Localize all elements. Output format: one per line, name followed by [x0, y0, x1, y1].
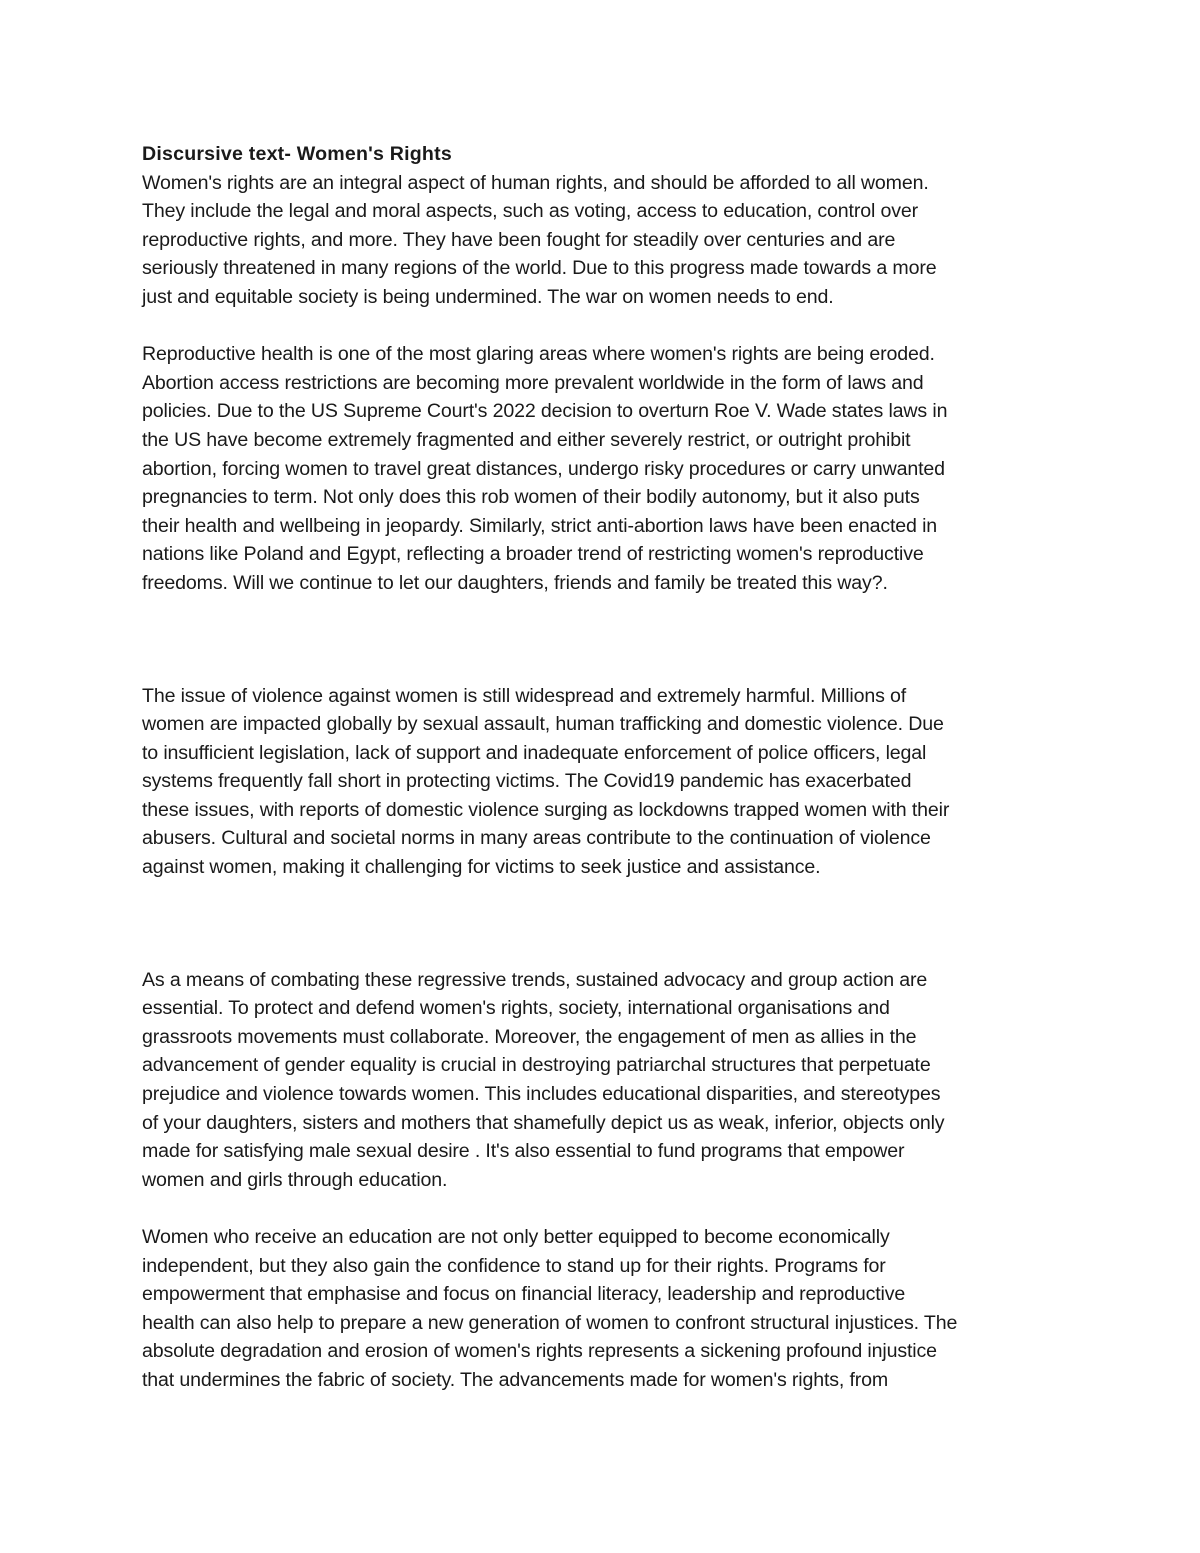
paragraph-line: Reproductive health is one of the most glaring areas where women's rights are being eroded.: [142, 343, 935, 366]
paragraph-line: essential. To protect and defend women's rights, society, international organisations and: [142, 997, 890, 1020]
paragraph-line: just and equitable society is being undermined. The war on women needs to end.: [142, 285, 834, 308]
paragraph-line: prejudice and violence towards women. This includes educational disparities, and stereotypes: [142, 1083, 941, 1106]
paragraph-line: the US have become extremely fragmented and either severely restrict, or outright prohibit: [142, 428, 911, 451]
paragraph-line: reproductive rights, and more. They have been fought for steadily over centuries and are: [142, 228, 896, 251]
paragraph-line: against women, making it challenging for victims to seek justice and assistance.: [142, 856, 821, 879]
paragraph-reproductive-health: [142, 340, 1060, 597]
paragraph-advocacy: [142, 966, 1060, 1195]
paragraph-line: empowerment that emphasise and focus on financial literacy, leadership and reproductive: [142, 1283, 906, 1306]
paragraph-line: Abortion access restrictions are becoming more prevalent worldwide in the form of laws and: [142, 371, 924, 394]
paragraph-line: independent, but they also gain the confidence to stand up for their rights. Programs for: [142, 1254, 886, 1277]
paragraph-line: grassroots movements must collaborate. Moreover, the engagement of men as allies in the: [142, 1025, 917, 1048]
paragraph-line: Women's rights are an integral aspect of human rights, and should be afforded to all women.: [142, 171, 929, 194]
paragraph-line: absolute degradation and erosion of women's rights represents a sickening profound injustice: [142, 1340, 937, 1363]
paragraph-line: As a means of combating these regressive trends, sustained advocacy and group action are: [142, 968, 928, 991]
paragraph-education: [142, 1223, 1060, 1395]
paragraph-line: these issues, with reports of domestic violence surging as lockdowns trapped women with their: [142, 798, 950, 821]
paragraph-line: pregnancies to term. Not only does this rob women of their bodily autonomy, but it also puts: [142, 486, 920, 509]
document-page: [142, 140, 1060, 1395]
paragraph-line: abortion, forcing women to travel great distances, undergo risky procedures or carry unwanted: [142, 457, 945, 480]
paragraph-line: their health and wellbeing in jeopardy. Similarly, strict anti-abortion laws have been enacted in: [142, 514, 938, 537]
paragraph-line: nations like Poland and Egypt, reflecting a broader trend of restricting women's reproductive: [142, 543, 924, 566]
paragraph-line: Women who receive an education are not only better equipped to become economically: [142, 1226, 890, 1248]
paragraph-line: seriously threatened in many regions of the world. Due to this progress made towards a more: [142, 257, 937, 280]
document-title: Discursive text- Women's Rights: [142, 143, 452, 165]
paragraph-line: freedoms. Will we continue to let our daughters, friends and family be treated this way?.: [142, 571, 888, 594]
paragraph-line: systems frequently fall short in protecting victims. The Covid19 pandemic has exacerbated: [142, 770, 912, 793]
paragraph-line: advancement of gender equality is crucial in destroying patriarchal structures that perpetuate: [142, 1054, 931, 1077]
paragraph-line: health can also help to prepare a new generation of women to confront structural injustices. The: [142, 1311, 958, 1334]
paragraph-violence: [142, 682, 1060, 882]
paragraph-line: that undermines the fabric of society. The advancements made for women's rights, from: [142, 1368, 889, 1391]
paragraph-line: women and girls through education.: [142, 1168, 448, 1191]
paragraph-line: They include the legal and moral aspects, such as voting, access to education, control over: [142, 200, 918, 223]
paragraph-line: women are impacted globally by sexual assault, human trafficking and domestic violence. Due: [142, 713, 944, 736]
paragraph-line: of your daughters, sisters and mothers that shamefully depict us as weak, inferior, objects only: [142, 1111, 945, 1134]
paragraph-line: abusers. Cultural and societal norms in many areas contribute to the continuation of violence: [142, 827, 931, 850]
paragraph-line: The issue of violence against women is still widespread and extremely harmful. Millions of: [142, 684, 907, 707]
paragraph-line: to insufficient legislation, lack of support and inadequate enforcement of police officers, legal: [142, 741, 927, 764]
paragraph-intro: [142, 169, 1060, 312]
paragraph-line: policies. Due to the US Supreme Court's 2022 decision to overturn Roe V. Wade states laws in: [142, 400, 948, 423]
paragraph-line: made for satisfying male sexual desire . It's also essential to fund programs that empower: [142, 1140, 905, 1163]
